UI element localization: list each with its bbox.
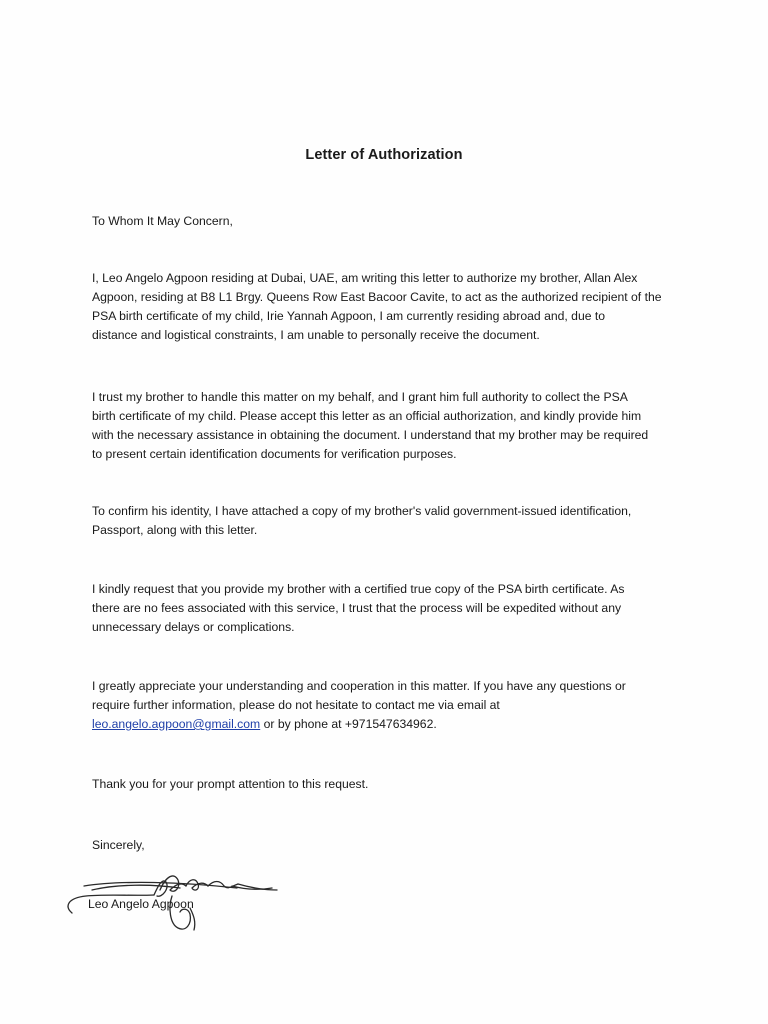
- paragraph-line: unnecessary delays or complications.: [92, 620, 295, 634]
- paragraph-trust: [92, 388, 692, 464]
- contact-line: [92, 715, 692, 734]
- paragraph-line: Agpoon, residing at B8 L1 Brgy. Queens Row East Bacoor Cavite, to act as the authorized recipient of the: [92, 290, 662, 304]
- paragraph-identity: [92, 502, 692, 540]
- email-link[interactable]: leo.angelo.agpoon@gmail.com: [92, 717, 261, 731]
- paragraph-line: to present certain identification documents for verification purposes.: [92, 447, 457, 461]
- paragraph-line: there are no fees associated with this service, I trust that the process will be expedited without any: [92, 601, 622, 615]
- paragraph-contact: [92, 677, 692, 734]
- paragraph-request: [92, 580, 692, 637]
- paragraph-line: PSA birth certificate of my child, Irie Yannah Agpoon, I am currently residing abroad and, due to: [92, 309, 606, 323]
- phone-text: or by phone at +971547634962.: [260, 717, 437, 731]
- paragraph-line: distance and logistical constraints, I am unable to personally receive the document.: [92, 328, 540, 342]
- paragraph-line: birth certificate of my child. Please accept this letter as an official authorization, and kindly provide him: [92, 409, 642, 423]
- salutation: To Whom It May Concern,: [92, 214, 233, 228]
- signer-name: Leo Angelo Agpoon: [88, 897, 194, 911]
- paragraph-line: with the necessary assistance in obtaining the document. I understand that my brother may be required: [92, 428, 649, 442]
- paragraph-line: To confirm his identity, I have attached a copy of my brother's valid government-issued identification,: [92, 504, 632, 518]
- paragraph-line: I greatly appreciate your understanding and cooperation in this matter. If you have any questions or: [92, 679, 626, 693]
- paragraph-line: I trust my brother to handle this matter on my behalf, and I grant him full authority to collect the PSA: [92, 390, 628, 404]
- paragraph-line: I, Leo Angelo Agpoon residing at Dubai, UAE, am writing this letter to authorize my brother, Allan Alex: [92, 271, 638, 285]
- paragraph-line: require further information, please do not hesitate to contact me via email at: [92, 698, 500, 712]
- thanks-line: Thank you for your prompt attention to this request.: [92, 777, 369, 791]
- paragraph-authorization: [92, 269, 692, 345]
- paragraph-line: I kindly request that you provide my brother with a certified true copy of the PSA birth certificate. As: [92, 582, 625, 596]
- paragraph-line: Passport, along with this letter.: [92, 523, 258, 537]
- closing: Sincerely,: [92, 838, 145, 852]
- letter-title: Letter of Authorization: [305, 147, 463, 163]
